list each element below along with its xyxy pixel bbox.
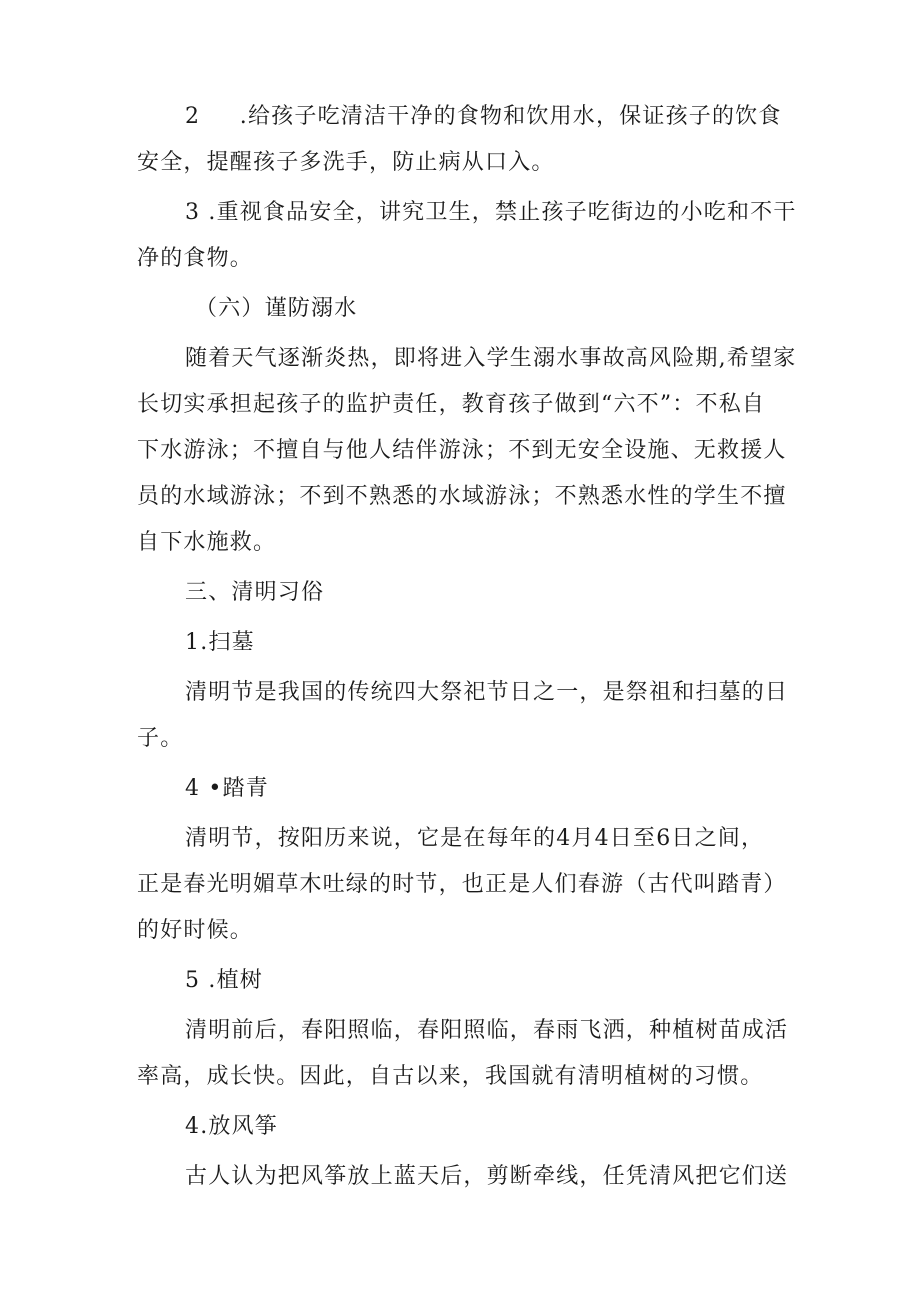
paragraph-p1 (137, 94, 797, 186)
paragraph-p11 (137, 1008, 797, 1100)
paragraph-p2 (137, 190, 797, 282)
text-line: 4 •踏青 (185, 776, 269, 801)
text-line: 清明节是我国的传统四大祭祀节日之一，是祭祖和扫墓的日 (185, 680, 789, 705)
text-line: 1.扫墓 (185, 630, 255, 655)
paragraph-p13 (137, 1154, 797, 1200)
text-line: 3 .重视食品安全，讲究卫生，禁止孩子吃街边的小吃和不干 (185, 200, 797, 225)
text-line: 三、清明习俗 (185, 580, 325, 605)
text-line: 清明节，按阳历来说，它是在每年的4月4日至6日之间， (185, 826, 765, 851)
text-line: 随着天气逐渐炎热，即将进入学生溺水事故高风险期,希望家 (185, 346, 797, 371)
paragraph-p8 (137, 766, 797, 812)
document-body (137, 94, 797, 1200)
text-line: 古人认为把风筝放上蓝天后，剪断牵线，任凭清风把它们送 (185, 1164, 789, 1189)
paragraph-p5 (137, 570, 797, 616)
paragraph-p9 (137, 816, 797, 954)
text-line: 率高，成长快。因此，自古以来，我国就有清明植树的习惯。 (137, 1064, 764, 1089)
paragraph-p12 (137, 1104, 797, 1150)
text-line: 清明前后，春阳照临，春阳照临，春雨飞洒，种植树苗成活 (185, 1018, 789, 1043)
text-line: 员的水域游泳；不到不熟悉的水域游泳；不熟悉水性的学生不擅 (137, 484, 787, 509)
text-line: 正是春光明媚草木吐绿的时节，也正是人们春游（古代叫踏青） (137, 872, 787, 897)
text-line: 2 .给孩子吃清洁干净的食物和饮用水，保证孩子的饮食 (185, 104, 782, 129)
text-line: 的好时候。 (137, 918, 254, 943)
paragraph-p3 (137, 286, 797, 332)
paragraph-p7 (137, 670, 797, 762)
text-line: 5 .植树 (185, 968, 263, 993)
text-line: 自下水施救。 (137, 530, 277, 555)
text-line: （六）谨防溺水 (195, 296, 358, 321)
text-line: 安全，提醒孩子多洗手，防止病从口入。 (137, 150, 555, 175)
paragraph-p4 (137, 336, 797, 566)
text-line: 净的食物。 (137, 246, 254, 271)
text-line: 子。 (137, 726, 184, 751)
text-line: 下水游泳；不擅自与他人结伴游泳；不到无安全设施、无救援人 (137, 438, 787, 463)
paragraph-p6 (137, 620, 797, 666)
paragraph-p10 (137, 958, 797, 1004)
text-line: 4.放风筝 (185, 1114, 278, 1139)
text-line: 长切实承担起孩子的监护责任，教育孩子做到“六不”：不私自 (137, 392, 766, 417)
